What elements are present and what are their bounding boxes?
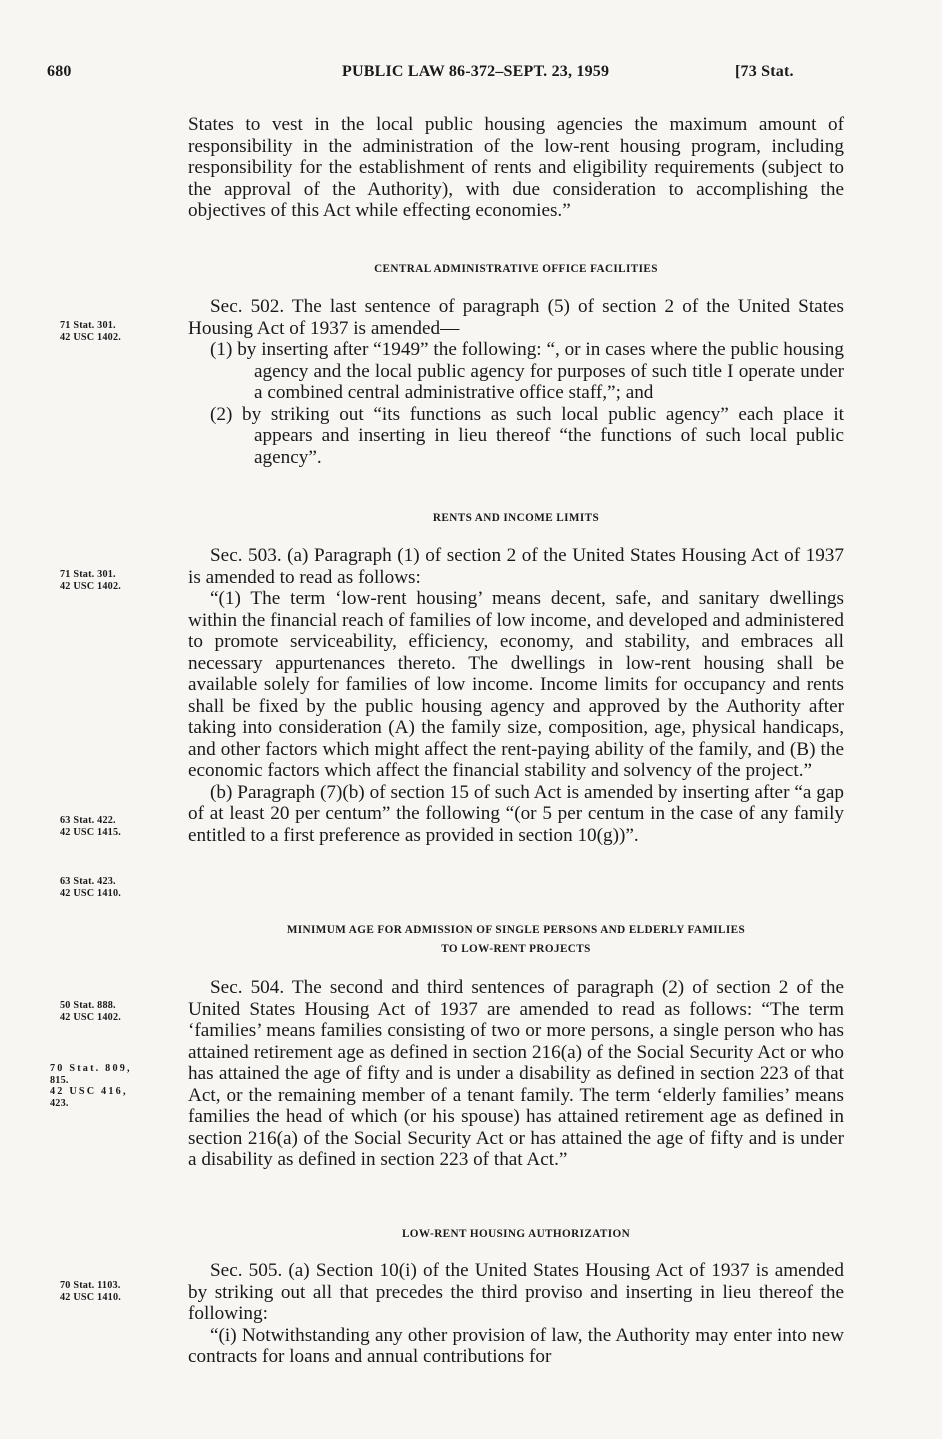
margin-note-line: 70 Stat. 809, — [50, 1063, 132, 1074]
margin-note-503a — [60, 569, 121, 592]
margin-note-line: 423. — [50, 1097, 69, 1109]
margin-note-line: 71 Stat. 301. — [60, 569, 116, 580]
section-502-intro: Sec. 502. The last sentence of paragraph (5) of section 2 of the United States Housing Act of 1937 is amended— — [188, 296, 844, 339]
margin-note-line: 42 USC 1402. — [60, 580, 121, 592]
section-504 — [188, 977, 844, 1171]
margin-note-line: 42 USC 1415. — [60, 826, 121, 838]
opening-block — [188, 114, 844, 222]
section-502-item-1: (1) by inserting after “1949” the following: “, or in cases where the public housing agency and the local public agency for purposes of such title I operate under a combined central administrative office staff,”; and — [210, 339, 844, 403]
section-504-text: Sec. 504. The second and third sentences of paragraph (2) of section 2 of the United States Housing Act of 1937 are amended to read as follows: “The term ‘families’ means families consisting of two or more persons, a single person who has attained retirement age as defined in section 216(a) of the Social Security Act or who has attained the age of fifty and is under a disability as defined in section 223 of that Act, or the remaining member of a tenant family. The term ‘elderly families’ means families the head of which (or his spouse) has attained retirement age as defined in section 216(a) of the Social Security Act or has attained the age of fifty and is under a disability as defined in section 223 of that Act.” — [188, 977, 844, 1170]
margin-note-503c — [60, 876, 121, 899]
page-number: 680 — [47, 63, 72, 80]
heading-central-administrative-office: CENTRAL ADMINISTRATIVE OFFICE FACILITIES — [374, 263, 658, 275]
margin-note-line: 42 USC 1402. — [60, 331, 121, 343]
heading-low-rent-housing-authorization: LOW-RENT HOUSING AUTHORIZATION — [401, 1228, 631, 1240]
section-503 — [188, 545, 844, 846]
margin-note-502 — [60, 320, 121, 343]
opening-paragraph: States to vest in the local public housing agencies the maximum amount of responsibility in the administration of the low-rent housing program, including responsibility for the establishment of rents and eligibility requirements (subject to the approval of the Authority), with due consideration to accomplishing the objectives of this Act while effecting economies.” — [188, 114, 844, 221]
heading-minimum-age-line-2: TO LOW-RENT PROJECTS — [441, 943, 591, 955]
margin-note-line: 50 Stat. 888. — [60, 1000, 116, 1011]
section-503-part-b: (b) Paragraph (7)(b) of section 15 of such Act is amended by inserting after “a gap of at least 20 per centum” the following “(or 5 per centum in the case of any family entitled to a first preference as provided in section 10(g))”. — [188, 781, 844, 846]
heading-rents-and-income-limits: RENTS AND INCOME LIMITS — [432, 512, 600, 524]
margin-note-line: 42 USC 1410. — [60, 887, 121, 899]
margin-note-503b — [60, 815, 121, 838]
margin-note-504b — [50, 1063, 132, 1109]
margin-note-line: 42 USC 1410. — [60, 1291, 121, 1303]
section-503-intro: Sec. 503. (a) Paragraph (1) of section 2 of the United States Housing Act of 1937 is amended to read as follows: — [188, 545, 844, 588]
margin-note-line: 71 Stat. 301. — [60, 320, 116, 331]
margin-note-line: 63 Stat. 422. — [60, 815, 116, 826]
section-505 — [188, 1260, 844, 1368]
section-505-intro: Sec. 505. (a) Section 10(i) of the United States Housing Act of 1937 is amended by striking out all that precedes the third proviso and inserting in lieu thereof the following: — [188, 1260, 844, 1324]
section-503-quote: “(1) The term ‘low-rent housing’ means decent, safe, and sanitary dwellings within the financial reach of families of low income, and developed and administered to promote serviceability, efficiency, economy, and stability, and embraces all necessary appurtenances thereto. The dwellings in low-rent housing shall be available solely for families of low income. Income limits for occupancy and rents shall be fixed by the public housing agency and approved by the Authority after taking into consideration (A) the family size, composition, age, physical handicaps, and other factors which might affect the rent-paying ability of the family, and (B) the economic factors which affect the financial stability and solvency of the project.” — [188, 588, 844, 781]
margin-note-line: 42 USC 416, — [50, 1086, 128, 1097]
margin-note-505 — [60, 1280, 121, 1303]
margin-note-line: 63 Stat. 423. — [60, 876, 116, 887]
margin-note-504a — [60, 1000, 121, 1023]
margin-note-line: 70 Stat. 1103. — [60, 1280, 121, 1291]
heading-minimum-age-line-1: MINIMUM AGE FOR ADMISSION OF SINGLE PERSONS AND ELDERLY FAMILIES — [286, 924, 746, 936]
section-505-quote: “(i) Notwithstanding any other provision of law, the Authority may enter into new contracts for loans and annual contributions for — [188, 1324, 844, 1367]
volume-reference: [73 Stat. — [735, 63, 794, 80]
section-502-item-2: (2) by striking out “its functions as such local public agency” each place it appears and inserting in lieu thereof “the functions of such local public agency”. — [210, 403, 844, 468]
margin-note-line: 815. — [50, 1074, 69, 1086]
section-502 — [188, 296, 844, 468]
running-title: PUBLIC LAW 86-372–SEPT. 23, 1959 — [342, 63, 610, 80]
margin-note-line: 42 USC 1402. — [60, 1011, 121, 1023]
